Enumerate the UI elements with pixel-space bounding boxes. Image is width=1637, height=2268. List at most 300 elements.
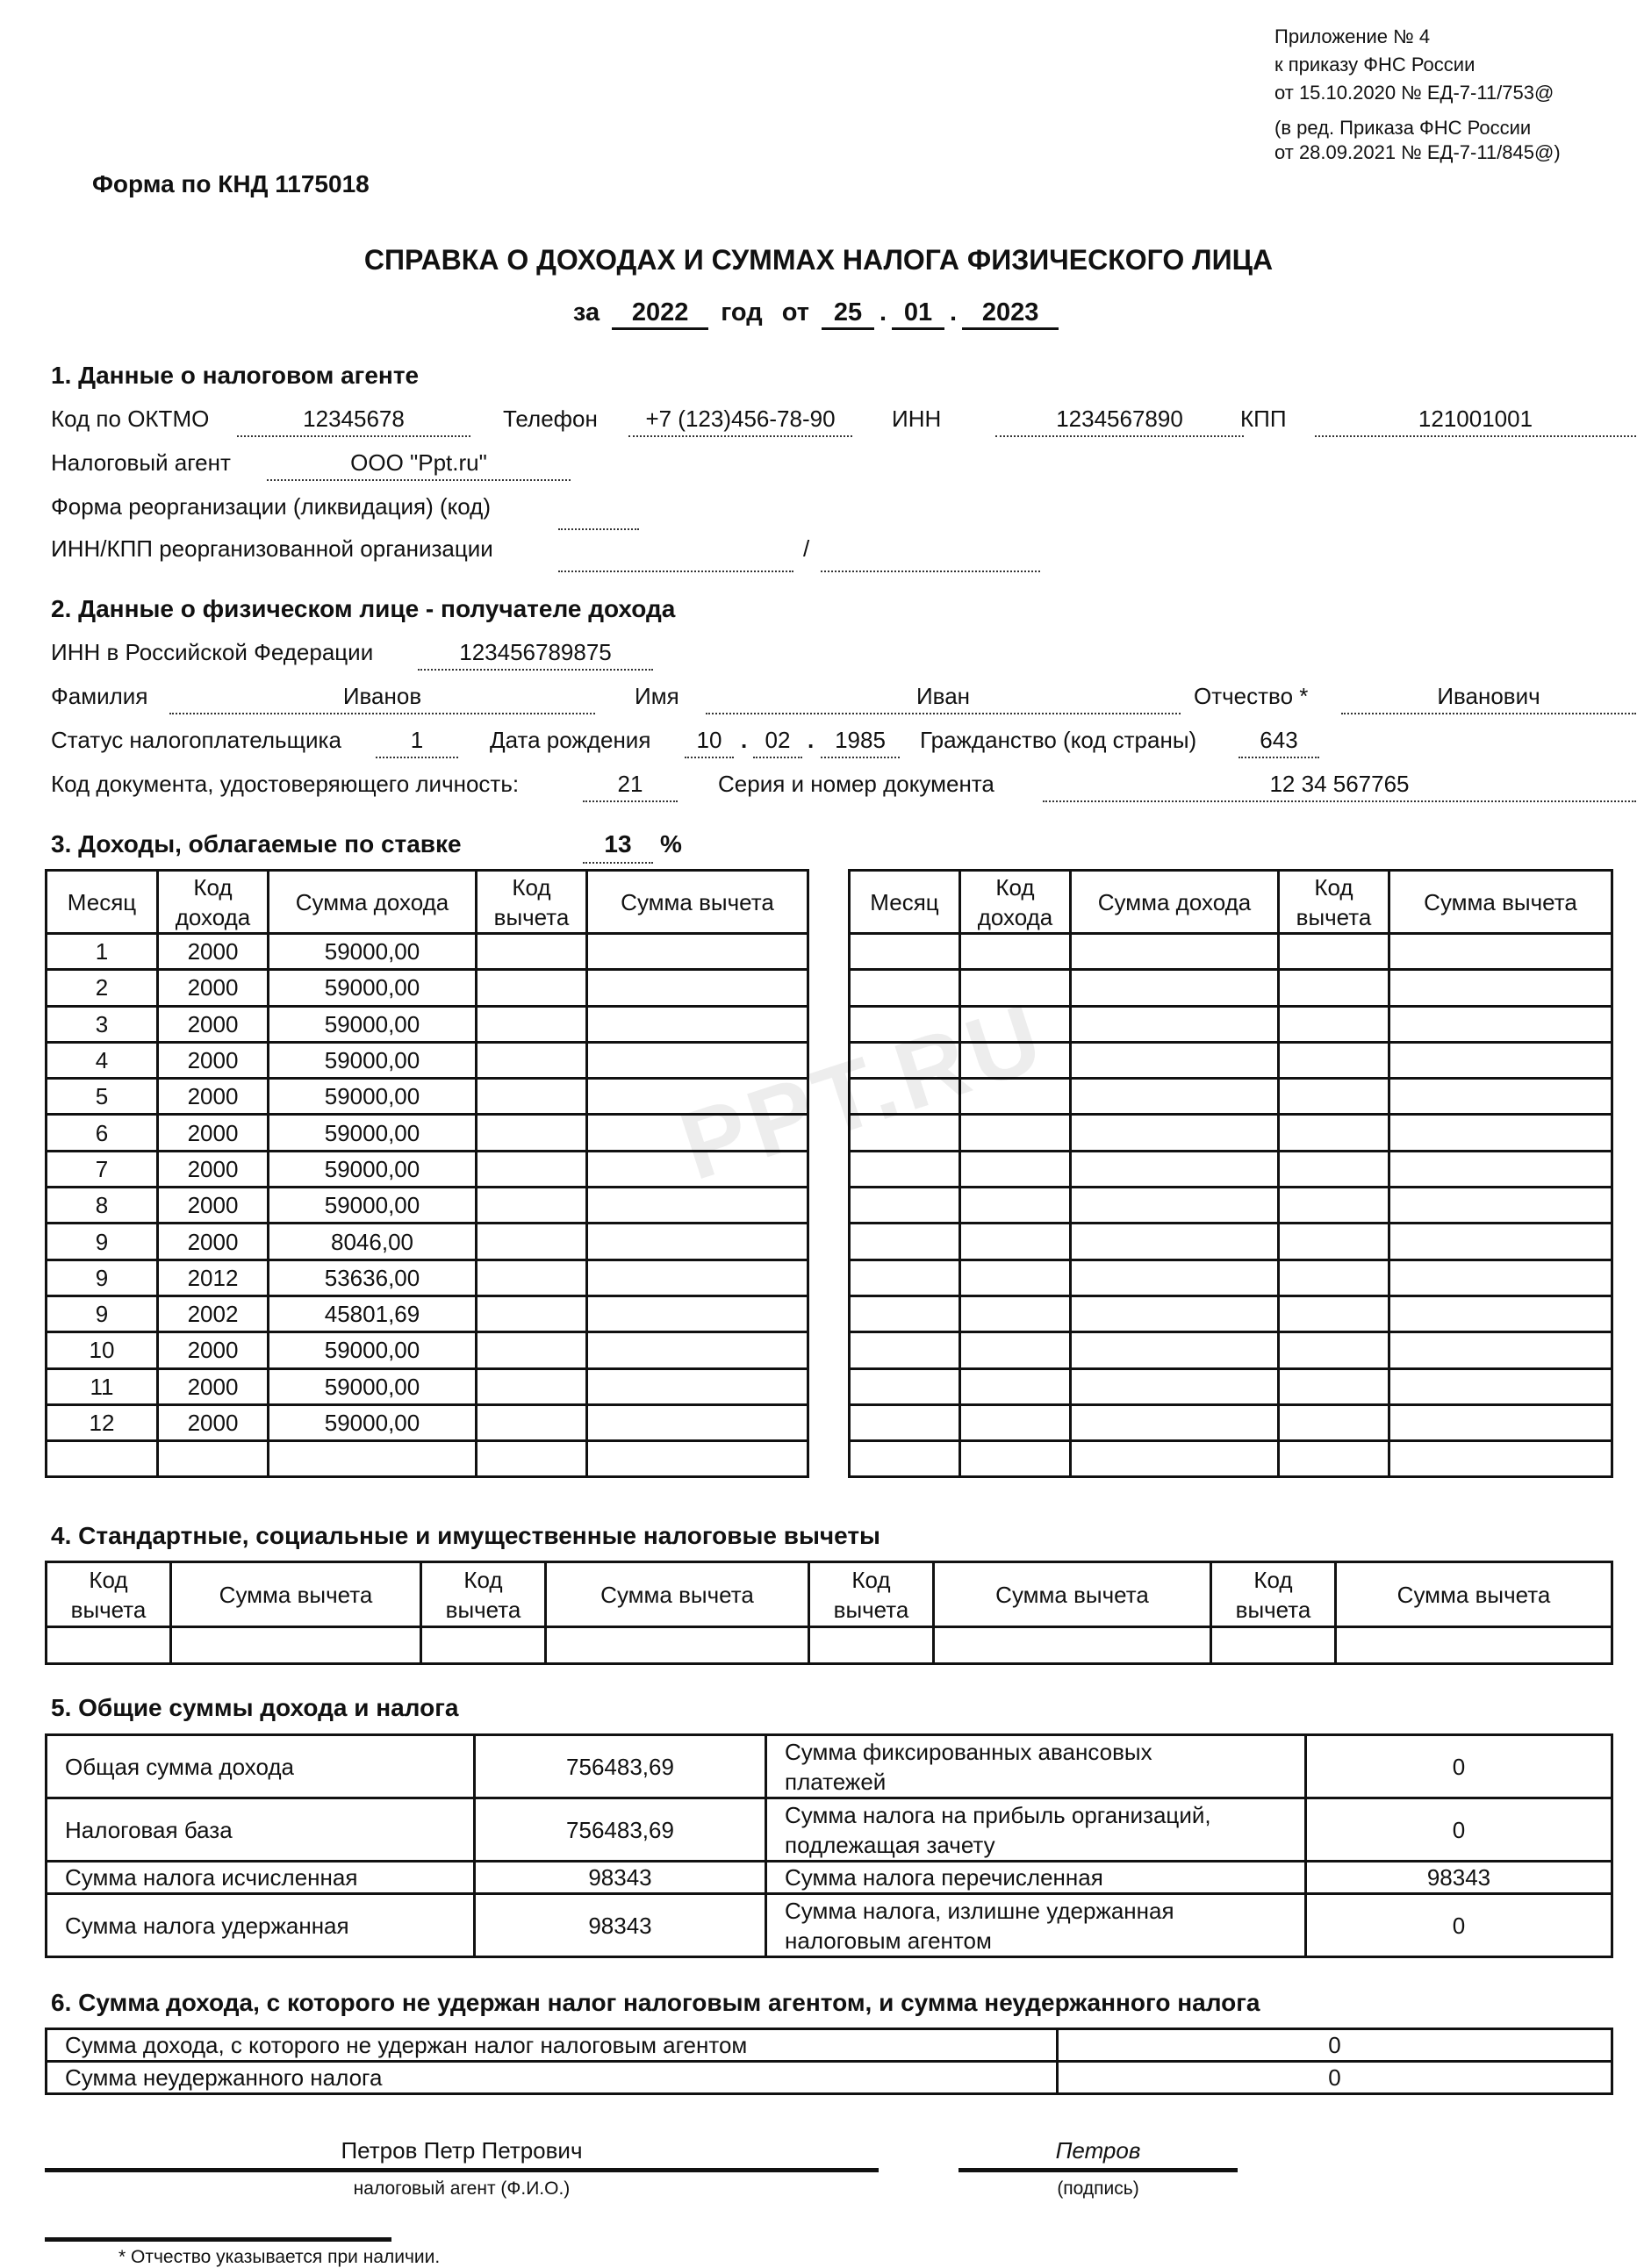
deduction-sum-cell[interactable] (1389, 1042, 1612, 1078)
deduction-code-cell[interactable] (1279, 1332, 1389, 1368)
income-code-cell[interactable]: 2000 (158, 1224, 269, 1260)
month-cell[interactable]: 5 (47, 1079, 158, 1115)
month-cell[interactable]: 9 (47, 1260, 158, 1295)
income-code-cell[interactable]: 2000 (158, 1404, 269, 1440)
deduction-sum-cell[interactable] (587, 1332, 808, 1368)
totals-value[interactable]: 0 (1306, 1894, 1612, 1957)
income-sum-cell[interactable]: 59000,00 (269, 1151, 477, 1187)
deduction-sum-cell[interactable] (171, 1627, 421, 1664)
totals-table (45, 1733, 1613, 1958)
col-deduction-code: Код вычета (421, 1562, 546, 1627)
col-deduction-code: Код вычета (477, 871, 587, 934)
deduction-code-cell[interactable] (477, 1224, 587, 1260)
income-sum-cell[interactable] (269, 1441, 477, 1477)
deduction-code-cell[interactable] (1279, 1079, 1389, 1115)
deduction-code-cell[interactable] (477, 1332, 587, 1368)
rate-field[interactable]: 13 (583, 830, 653, 864)
agent-row-1 (51, 406, 1596, 437)
agent-fio-line (45, 2168, 879, 2172)
col-deduction-code: Код вычета (1211, 1562, 1336, 1627)
birth-day-field[interactable]: 10 (685, 727, 734, 758)
income-code-cell[interactable]: 2000 (158, 1006, 269, 1042)
income-row (850, 1115, 1612, 1151)
deduction-sum-cell[interactable] (1389, 1188, 1612, 1224)
birth-year-field[interactable]: 1985 (821, 727, 900, 758)
deduction-sum-cell[interactable] (587, 970, 808, 1006)
month-cell[interactable] (850, 1404, 960, 1440)
month-cell[interactable] (850, 1224, 960, 1260)
signature-caption: (подпись) (1057, 2178, 1139, 2199)
agent-row-3 (51, 493, 665, 525)
month-cell[interactable] (850, 1368, 960, 1404)
month-cell[interactable]: 11 (47, 1368, 158, 1404)
agent-name-field[interactable]: ООО "Ppt.ru" (267, 449, 571, 481)
kpp-label: КПП (1240, 406, 1287, 432)
income-row (850, 1260, 1612, 1295)
form-code: Форма по КНД 1175018 (92, 170, 370, 197)
income-sum-cell[interactable] (1071, 1042, 1279, 1078)
month-cell[interactable]: 3 (47, 1006, 158, 1042)
person-row-2 (51, 683, 1596, 714)
birth-month-field[interactable]: 02 (753, 727, 802, 758)
totals-label: Сумма налога удержанная (47, 1894, 475, 1957)
income-sum-cell[interactable]: 59000,00 (269, 1368, 477, 1404)
income-row (47, 934, 808, 970)
income-code-cell[interactable] (960, 1368, 1071, 1404)
deduction-code-cell[interactable] (1211, 1627, 1336, 1664)
deduction-sum-cell[interactable] (1389, 1404, 1612, 1440)
deduction-code-cell[interactable] (477, 970, 587, 1006)
totals-value[interactable]: 756483,69 (475, 1735, 766, 1798)
income-sum-cell[interactable] (1071, 1115, 1279, 1151)
income-row (850, 1441, 1612, 1477)
totals-row (47, 1862, 1612, 1894)
deduction-code-cell[interactable] (1279, 1224, 1389, 1260)
income-sum-cell[interactable] (1071, 1006, 1279, 1042)
agent-name-label: Налоговый агент (51, 449, 231, 476)
deduction-sum-cell[interactable] (1336, 1627, 1612, 1664)
income-sum-cell[interactable]: 45801,69 (269, 1295, 477, 1331)
deduction-code-cell[interactable] (1279, 1404, 1389, 1440)
income-row (47, 1441, 808, 1477)
month-cell[interactable]: 4 (47, 1042, 158, 1078)
month-cell[interactable]: 12 (47, 1404, 158, 1440)
income-row (850, 1295, 1612, 1331)
income-row (47, 1332, 808, 1368)
totals-value[interactable]: 98343 (475, 1862, 766, 1894)
deductions-table (45, 1561, 1613, 1665)
totals-row (47, 1798, 1612, 1862)
deduction-code-cell[interactable] (477, 1441, 587, 1477)
income-sum-cell[interactable]: 59000,00 (269, 934, 477, 970)
income-sum-cell[interactable] (1071, 1079, 1279, 1115)
agent-inn-label: ИНН (892, 406, 942, 432)
deduction-code-cell[interactable] (477, 934, 587, 970)
totals-value[interactable]: 0 (1306, 1735, 1612, 1798)
date-separator: . (808, 727, 815, 753)
deduction-code-cell[interactable] (1279, 1295, 1389, 1331)
deduction-sum-cell[interactable] (1389, 1079, 1612, 1115)
slash-separator: / (803, 535, 810, 562)
totals-label: Сумма фиксированных авансовых платежей (766, 1735, 1306, 1798)
deduction-code-cell[interactable] (1279, 1151, 1389, 1187)
reorg-kpp-field[interactable] (821, 541, 1040, 572)
month-cell[interactable] (850, 1151, 960, 1187)
income-sum-cell[interactable] (1071, 1188, 1279, 1224)
income-code-cell[interactable]: 2000 (158, 1188, 269, 1224)
income-sum-cell[interactable]: 59000,00 (269, 1404, 477, 1440)
income-sum-cell[interactable]: 59000,00 (269, 1042, 477, 1078)
col-month: Месяц (850, 871, 960, 934)
deduction-code-cell[interactable] (1279, 1441, 1389, 1477)
date-separator: . (950, 298, 958, 327)
totals-label: Сумма налога перечисленная (766, 1862, 1306, 1894)
income-code-cell[interactable]: 2000 (158, 934, 269, 970)
income-code-cell[interactable]: 2012 (158, 1260, 269, 1295)
income-code-cell[interactable] (960, 1188, 1071, 1224)
month-cell[interactable]: 8 (47, 1188, 158, 1224)
income-table-right (848, 869, 1613, 1478)
month-cell[interactable] (850, 1332, 960, 1368)
income-row (850, 934, 1612, 970)
totals-label: Налоговая база (47, 1798, 475, 1862)
doc-number-label: Серия и номер документа (718, 771, 994, 797)
income-code-cell[interactable]: 2000 (158, 1368, 269, 1404)
phone-field[interactable]: +7 (123)456-78-90 (628, 406, 852, 437)
income-sum-cell[interactable] (1071, 1260, 1279, 1295)
deduction-code-cell[interactable] (1279, 1042, 1389, 1078)
month-cell[interactable]: 1 (47, 934, 158, 970)
deduction-code-cell[interactable] (477, 1260, 587, 1295)
agent-row-4 (51, 535, 1104, 567)
percent-sign: % (660, 830, 682, 858)
income-row (850, 1332, 1612, 1368)
watermark: PPT.RU (668, 982, 1059, 1201)
deduction-sum-cell[interactable] (587, 1368, 808, 1404)
deduction-sum-cell[interactable] (1389, 934, 1612, 970)
deduction-code-cell[interactable] (1279, 970, 1389, 1006)
phone-label: Телефон (503, 406, 598, 432)
deduction-sum-cell[interactable] (1389, 970, 1612, 1006)
date-separator: . (879, 298, 887, 327)
totals-row (47, 1735, 1612, 1798)
deduction-code-cell[interactable] (477, 1404, 587, 1440)
income-sum-cell[interactable] (1071, 1224, 1279, 1260)
income-code-cell[interactable]: 2000 (158, 1115, 269, 1151)
deduction-sum-cell[interactable] (1389, 1224, 1612, 1260)
citizenship-field[interactable]: 643 (1239, 727, 1319, 758)
income-table-header (850, 871, 1612, 934)
deduction-code-cell[interactable] (1279, 1188, 1389, 1224)
income-row (850, 1151, 1612, 1187)
col-deduction-sum: Сумма вычета (1389, 871, 1612, 934)
section4-title: 4. Стандартные, социальные и имущественные налоговые вычеты (51, 1522, 880, 1549)
month-cell[interactable] (850, 1441, 960, 1477)
income-sum-cell[interactable]: 59000,00 (269, 1006, 477, 1042)
month-cell[interactable]: 6 (47, 1115, 158, 1151)
income-sum-cell[interactable] (1071, 1441, 1279, 1477)
income-row (850, 1224, 1612, 1260)
deduction-sum-cell[interactable] (587, 1295, 808, 1331)
month-cell[interactable]: 2 (47, 970, 158, 1006)
deduction-sum-cell[interactable] (1389, 1441, 1612, 1477)
patronymic-field[interactable]: Иванович (1341, 683, 1636, 714)
period-prefix: за (572, 298, 600, 327)
income-code-cell[interactable]: 2000 (158, 1332, 269, 1368)
income-sum-cell[interactable] (1071, 1151, 1279, 1187)
agent-fio-caption: налоговый агент (Ф.И.О.) (353, 2178, 571, 2199)
deduction-sum-cell[interactable] (587, 1404, 808, 1440)
deduction-code-cell[interactable] (477, 1368, 587, 1404)
period-month-field[interactable]: 01 (892, 298, 944, 330)
doc-code-field[interactable]: 21 (583, 771, 678, 802)
name-label: Имя (635, 683, 679, 709)
deduction-code-cell[interactable] (477, 1188, 587, 1224)
agent-row-2 (51, 449, 665, 481)
col-deduction-sum: Сумма вычета (546, 1562, 809, 1627)
deduction-code-cell[interactable] (1279, 1368, 1389, 1404)
reorg-inn-field[interactable] (558, 541, 793, 572)
period-date-year-field[interactable]: 2023 (962, 298, 1059, 330)
period-year-field[interactable]: 2022 (612, 298, 708, 330)
deduction-sum-cell[interactable] (587, 1441, 808, 1477)
deduction-code-cell[interactable] (1279, 1260, 1389, 1295)
income-row (47, 1368, 808, 1404)
col-deduction-sum: Сумма вычета (1336, 1562, 1612, 1627)
deduction-sum-cell[interactable] (587, 934, 808, 970)
person-row-1 (51, 639, 753, 671)
income-code-cell[interactable] (960, 1332, 1071, 1368)
income-code-cell[interactable] (960, 1151, 1071, 1187)
deduction-sum-cell[interactable] (1389, 1151, 1612, 1187)
deduction-code-cell[interactable] (477, 1006, 587, 1042)
section5-title: 5. Общие суммы дохода и налога (51, 1694, 459, 1721)
month-cell[interactable]: 10 (47, 1332, 158, 1368)
income-row (47, 1404, 808, 1440)
income-code-cell[interactable] (960, 1115, 1071, 1151)
date-separator: . (741, 727, 748, 753)
month-cell[interactable] (850, 970, 960, 1006)
agent-inn-field[interactable]: 1234567890 (995, 406, 1244, 437)
unwithheld-row (47, 2062, 1612, 2094)
income-sum-cell[interactable] (1071, 1368, 1279, 1404)
deduction-sum-cell[interactable] (1389, 1260, 1612, 1295)
col-income-sum: Сумма дохода (269, 871, 477, 934)
birth-label: Дата рождения (490, 727, 651, 753)
deduction-sum-cell[interactable] (587, 1224, 808, 1260)
income-row (850, 1404, 1612, 1440)
signature-line (959, 2168, 1238, 2172)
oktmo-field[interactable]: 12345678 (237, 406, 470, 437)
deduction-code-cell[interactable] (47, 1627, 171, 1664)
deduction-code-cell[interactable] (809, 1627, 934, 1664)
totals-value[interactable]: 98343 (1306, 1862, 1612, 1894)
income-code-cell[interactable] (960, 1224, 1071, 1260)
deduction-sum-cell[interactable] (587, 1260, 808, 1295)
section2-title: 2. Данные о физическом лице - получателе дохода (51, 595, 676, 622)
income-row (47, 1295, 808, 1331)
col-income-code: Код дохода (960, 871, 1071, 934)
income-code-cell[interactable]: 2000 (158, 1079, 269, 1115)
appendix-line: Приложение № 4 (1274, 25, 1431, 47)
income-code-cell[interactable] (960, 934, 1071, 970)
unwithheld-label: Сумма неудержанного налога (47, 2062, 1058, 2094)
col-month: Месяц (47, 871, 158, 934)
totals-label: Общая сумма дохода (47, 1735, 475, 1798)
totals-label: Сумма налога исчисленная (47, 1862, 475, 1894)
doc-number-field[interactable]: 12 34 567765 (1043, 771, 1636, 802)
income-sum-cell[interactable]: 59000,00 (269, 1188, 477, 1224)
status-label: Статус налогоплательщика (51, 727, 341, 753)
citizenship-label: Гражданство (код страны) (920, 727, 1197, 753)
deduction-code-cell[interactable] (477, 1042, 587, 1078)
income-sum-cell[interactable] (1071, 1332, 1279, 1368)
unwithheld-row (47, 2029, 1612, 2062)
footnote-divider (45, 2237, 391, 2242)
deduction-code-cell[interactable] (477, 1295, 587, 1331)
income-row (47, 1224, 808, 1260)
deduction-sum-cell[interactable] (1389, 1295, 1612, 1331)
totals-value[interactable]: 756483,69 (475, 1798, 766, 1862)
totals-value[interactable]: 0 (1306, 1798, 1612, 1862)
month-cell[interactable] (850, 1260, 960, 1295)
income-row (47, 1042, 808, 1078)
deductions-header (47, 1562, 1612, 1627)
income-table-header (47, 871, 808, 934)
deduction-code-cell[interactable] (1279, 1006, 1389, 1042)
section1-title: 1. Данные о налоговом агенте (51, 362, 420, 389)
period-line (0, 298, 1637, 330)
reorg-form-field[interactable] (558, 499, 639, 530)
deduction-sum-cell[interactable] (934, 1627, 1211, 1664)
surname-label: Фамилия (51, 683, 148, 709)
income-row (47, 1188, 808, 1224)
deduction-sum-cell[interactable] (587, 1006, 808, 1042)
deduction-code-cell[interactable] (477, 1115, 587, 1151)
income-sum-cell[interactable] (1071, 1404, 1279, 1440)
income-code-cell[interactable] (158, 1441, 269, 1477)
name-field[interactable]: Иван (706, 683, 1181, 714)
col-deduction-code: Код вычета (809, 1562, 934, 1627)
reorg-innkpp-label: ИНН/КПП реорганизованной организации (51, 535, 493, 562)
income-code-cell[interactable]: 2000 (158, 970, 269, 1006)
person-inn-field[interactable]: 123456789875 (418, 639, 653, 671)
appendix-line: (в ред. Приказа ФНС России (1274, 117, 1532, 139)
deduction-code-cell[interactable] (1279, 934, 1389, 970)
section3-title: 3. Доходы, облагаемые по ставке (51, 830, 462, 858)
col-deduction-code: Код вычета (47, 1562, 171, 1627)
deduction-code-cell[interactable] (477, 1151, 587, 1187)
unwithheld-label: Сумма дохода, с которого не удержан налог налоговым агентом (47, 2029, 1058, 2062)
doc-code-label: Код документа, удостоверяющего личность: (51, 771, 520, 797)
appendix-line: от 15.10.2020 № ЕД-7-11/753@ (1274, 82, 1554, 104)
income-code-cell[interactable] (960, 1260, 1071, 1295)
page-title: СПРАВКА О ДОХОДАХ И СУММАХ НАЛОГА ФИЗИЧЕСКОГО ЛИЦА (363, 244, 1274, 276)
agent-fio[interactable]: Петров Петр Петрович (341, 2137, 583, 2164)
month-cell[interactable] (850, 1295, 960, 1331)
income-row (850, 1368, 1612, 1404)
totals-value[interactable]: 98343 (475, 1894, 766, 1957)
kpp-field[interactable]: 121001001 (1315, 406, 1636, 437)
period-year-suffix: год (721, 298, 763, 327)
income-sum-cell[interactable]: 59000,00 (269, 1332, 477, 1368)
income-code-cell[interactable] (960, 1404, 1071, 1440)
unwithheld-value[interactable]: 0 (1058, 2029, 1612, 2062)
income-sum-cell[interactable] (1071, 1295, 1279, 1331)
status-field[interactable]: 1 (376, 727, 458, 758)
deduction-sum-cell[interactable] (587, 1188, 808, 1224)
totals-label: Сумма налога на прибыль организаций, подлежащая зачету (766, 1798, 1306, 1862)
income-code-cell[interactable] (960, 1441, 1071, 1477)
month-cell[interactable]: 9 (47, 1295, 158, 1331)
deduction-sum-cell[interactable] (1389, 1006, 1612, 1042)
col-deduction-sum: Сумма вычета (934, 1562, 1211, 1627)
appendix-note (1274, 23, 1561, 165)
reorg-form-label: Форма реорганизации (ликвидация) (код) (51, 493, 491, 520)
income-sum-cell[interactable]: 53636,00 (269, 1260, 477, 1295)
income-sum-cell[interactable]: 59000,00 (269, 970, 477, 1006)
income-row (47, 970, 808, 1006)
person-row-3 (51, 727, 1298, 758)
income-code-cell[interactable] (960, 1295, 1071, 1331)
footnote: * Отчество указывается при наличии. (118, 2247, 441, 2267)
period-from-label: от (781, 298, 809, 327)
oktmo-label: Код по ОКТМО (51, 406, 210, 432)
month-cell[interactable] (850, 1188, 960, 1224)
income-sum-cell[interactable] (1071, 970, 1279, 1006)
person-row-4 (51, 771, 1596, 802)
surname-field[interactable]: Иванов (169, 683, 595, 714)
totals-row (47, 1894, 1612, 1957)
person-inn-label: ИНН в Российской Федерации (51, 639, 374, 665)
income-row (47, 1006, 808, 1042)
col-deduction-sum: Сумма вычета (171, 1562, 421, 1627)
deduction-sum-cell[interactable] (1389, 1115, 1612, 1151)
month-cell[interactable] (47, 1441, 158, 1477)
col-deduction-sum: Сумма вычета (587, 871, 808, 934)
unwithheld-table (45, 2028, 1613, 2095)
deduction-sum-cell[interactable] (1389, 1332, 1612, 1368)
month-cell[interactable] (850, 934, 960, 970)
signature-field[interactable]: Петров (1055, 2137, 1141, 2164)
month-cell[interactable]: 7 (47, 1151, 158, 1187)
deduction-sum-cell[interactable] (1389, 1368, 1612, 1404)
deductions-row (47, 1627, 1612, 1664)
period-day-field[interactable]: 25 (822, 298, 874, 330)
income-sum-cell[interactable] (1071, 934, 1279, 970)
deduction-code-cell[interactable] (421, 1627, 546, 1664)
income-sum-cell[interactable]: 59000,00 (269, 1079, 477, 1115)
patronymic-label: Отчество * (1194, 683, 1309, 709)
income-sum-cell[interactable]: 8046,00 (269, 1224, 477, 1260)
col-income-code: Код дохода (158, 871, 269, 934)
col-income-sum: Сумма дохода (1071, 871, 1279, 934)
income-row (47, 1260, 808, 1295)
month-cell[interactable]: 9 (47, 1224, 158, 1260)
deduction-sum-cell[interactable] (546, 1627, 809, 1664)
income-sum-cell[interactable]: 59000,00 (269, 1115, 477, 1151)
totals-label: Сумма налога, излишне удержанная налоговым агентом (766, 1894, 1306, 1957)
income-code-cell[interactable]: 2000 (158, 1042, 269, 1078)
deduction-code-cell[interactable] (1279, 1115, 1389, 1151)
col-deduction-code: Код вычета (1279, 871, 1389, 934)
income-row (850, 1188, 1612, 1224)
income-code-cell[interactable]: 2002 (158, 1295, 269, 1331)
deduction-code-cell[interactable] (477, 1079, 587, 1115)
income-code-cell[interactable]: 2000 (158, 1151, 269, 1187)
unwithheld-value[interactable]: 0 (1058, 2062, 1612, 2094)
appendix-line: от 28.09.2021 № ЕД-7-11/845@) (1274, 141, 1561, 163)
